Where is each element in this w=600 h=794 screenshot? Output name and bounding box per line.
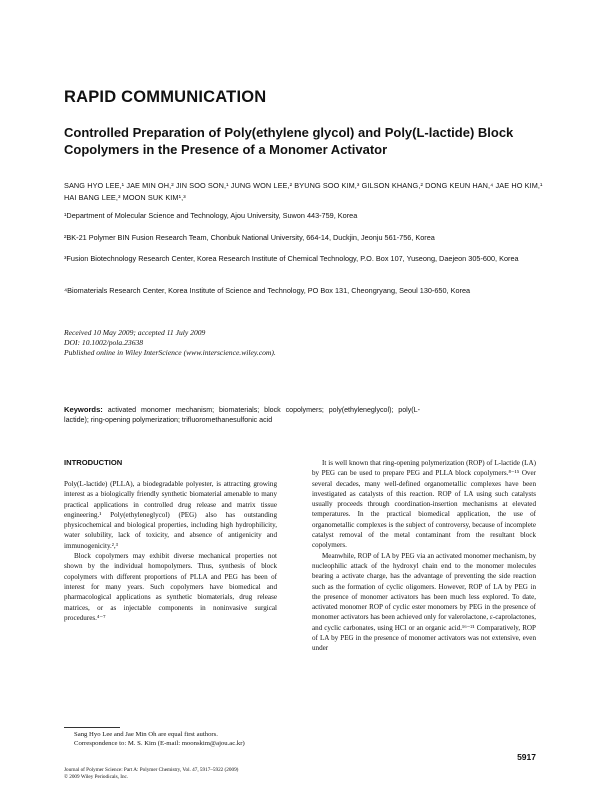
right-column <box>312 458 536 654</box>
affiliation-1: ¹Department of Molecular Science and Technology, Ajou University, Suwon 443-759, Korea <box>64 211 358 220</box>
footnote-correspondence: Correspondence to: M. S. Kim (E-mail: moonskim@ajou.ac.kr) <box>74 740 245 747</box>
introduction-heading: INTRODUCTION <box>64 458 123 467</box>
author-list: SANG HYO LEE,¹ JAE MIN OH,² JIN SOO SON,¹ JUNG WON LEE,² BYUNG SOO KIM,³ GILSON KHANG,² DONG KEUN HAN,⁴ JAE HO KIM,¹ HAI BANG LEE,³ MOON SUK KIM¹,³ <box>64 181 543 202</box>
footnote-rule <box>64 727 120 728</box>
footnote-equal-authors: Sang Hyo Lee and Jae Min Oh are equal first authors. <box>74 731 218 738</box>
doi: DOI: 10.1002/pola.23638 <box>64 338 144 347</box>
paragraph: Meanwhile, ROP of LA by PEG via an activated monomer mechanism, by nucleophilic attack of the hydroxyl chain end to the monomer molecules bearing a activate charge, has the advantage of preventing the side reaction such as the formation of cyclic oligomers. However, ROP of LA by PEG in the presence of monomer activators has been much less explored. To date, activated monomer ROP of cyclic ester monomers by PEG in the presence of monomer activators has been achieved only for valerolactone, ε-caprolactones, and cyclic carbonates, using HCl or an organic acid.¹⁶⁻²¹ Comparatively, ROP of LA by PEG in the presence of monomer activators was not extensive, even under <box>312 551 536 653</box>
affiliation-2: ²BK-21 Polymer BIN Fusion Research Team, Chonbuk National University, 664-14, Duckjin, Jeonju 561-756, Korea <box>64 233 435 242</box>
article-title: Controlled Preparation of Poly(ethylene glycol) and Poly(L-lactide) Block Copolymers in the Presence of a Monomer Activator <box>64 125 514 157</box>
keywords-text: activated monomer mechanism; biomaterials; block copolymers; poly(ethyleneglycol); poly(L-lactide); ring-opening polymerization; trifluoromethanesulfonic acid <box>64 406 420 424</box>
section-label: RAPID COMMUNICATION <box>64 88 267 106</box>
published-online: Published online in Wiley InterScience (www.interscience.wiley.com). <box>64 348 276 357</box>
keywords-label: Keywords: <box>64 405 103 414</box>
received-accepted: Received 10 May 2009; accepted 11 July 2009 <box>64 328 206 337</box>
copyright: © 2009 Wiley Periodicals, Inc. <box>64 774 129 781</box>
paragraph: Poly(L-lactide) (PLLA), a biodegradable polyester, is attracting growing interest as a biologically friendly synthetic biomaterial amenable to many practical applications in controlled drug release and matrix tissue engineering.¹ Poly(ethyleneglycol) (PEG) also has outstanding physicochemical and biological properties, including high hydrophilicity, water solubility, lack of toxicity, and absence of antigenicity and immunogenicity.²,³ <box>64 480 277 550</box>
article-dates <box>64 328 534 358</box>
footnotes <box>64 730 276 748</box>
paragraph: It is well known that ring-opening polymerization (ROP) of L-lactide (LA) by PEG can be used to prepare PEG and PLLA block copolymers.⁸⁻¹⁵ Over several decades, many well-defined organometallic complexes have been investigated as catalysts of this reaction. ROP of LA using such catalysts usually proceeds through coordination-insertion mechanisms at elevated temperatures. In the practical biomedical application, the use of organometallic complexes is the subject of controversy, because of incomplete catalyst removal of the metal contaminant from the resultant block copolymers. <box>312 459 536 550</box>
journal-line: Journal of Polymer Science: Part A: Polymer Chemistry, Vol. 47, 5917–5922 (2009) <box>64 767 239 773</box>
keywords-block <box>64 405 420 425</box>
journal-citation <box>64 767 284 781</box>
affiliation-4: ⁴Biomaterials Research Center, Korea Institute of Science and Technology, PO Box 131, Cheongryang, Seoul 130-650, Korea <box>64 286 471 295</box>
left-column <box>64 479 277 623</box>
affiliation-3: ³Fusion Biotechnology Research Center, Korea Research Institute of Chemical Technology, P.O. Box 107, Yuseong, Daejeon 305-600, Korea <box>64 254 519 263</box>
page-number: 5917 <box>517 752 536 762</box>
paragraph: Block copolymers may exhibit diverse mechanical properties not shown by the individual homopolymers. Thus, synthesis of block copolymers with different proportions of PLLA and PEG has been of interest for many years. Such copolymers have biomedical and pharmacological applications as synthetic biomaterials, drug release matrices, or as injectable components in noninvasive surgical procedures.⁴⁻⁷ <box>64 552 277 622</box>
